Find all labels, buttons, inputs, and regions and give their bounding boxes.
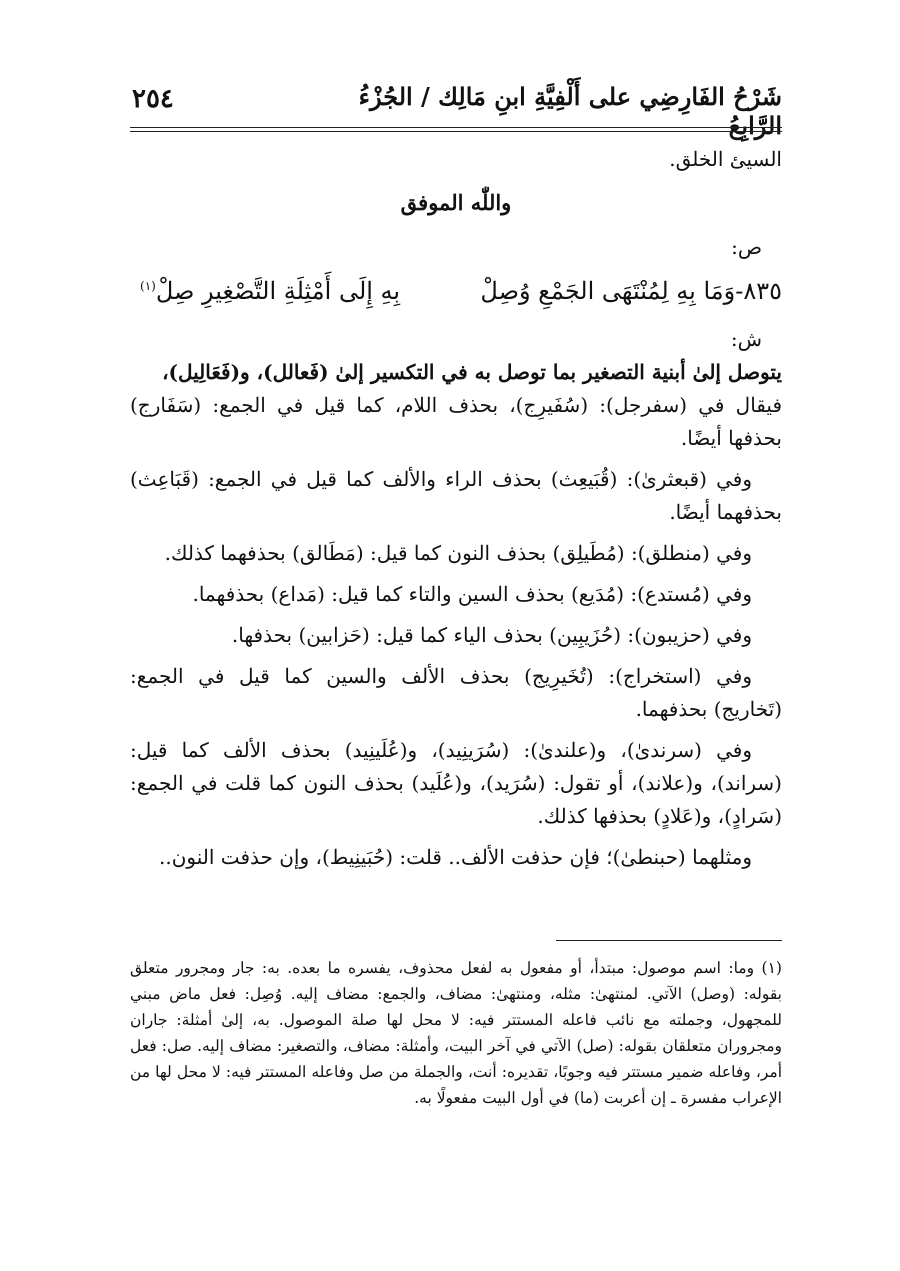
paragraph: وفي (قبعثرىٰ): (قُبَيعِث) بحذف الراء والألف كما قيل في الجمع: (قَبَاعِث) بحذفهما أيضًا. [130, 467, 782, 524]
commentary-label: ش: [730, 327, 762, 351]
verse-line [130, 266, 782, 311]
footnote-text: وما: اسم موصول: مبتدأ، أو مفعول به لفعل محذوف، يفسره ما بعده. به: جار ومجرور متعلق بقوله: (وصل) الآتي. لمنتهىٰ: مثله، ومنتهىٰ: مضاف، والجمع: مضاف إليه. وُصِل: فعل ماض مبني للمجهول، وجملته مع نائب فاعله المستتر فيه: لا محل لها صلة الموصول. به، إلىٰ أمثلة: جاران ومجروران متعلقان بقوله: (صل) الآتي في آخر البيت، وأمثلة: مضاف، والتصغير: مضاف إليه. صل: فعل أمر، وفاعله ضمير مستتر فيه وجوبًا، تقديره: أنت، والجملة من صل وفاعله المستتر فيه: لا محل لها من الإعراب مفسرة ـ إن أعربت (ما) في أول البيت مفعولًا به. [130, 959, 782, 1107]
page-number: ٢٥٤ [132, 84, 174, 114]
verse-footnote-marker: (١) [140, 279, 156, 293]
footnotes [130, 955, 782, 1111]
paragraph: وفي (حزيبون): (حُزَيبِين) بحذف الياء كما قيل: (حَزابين) بحذفها. [231, 623, 752, 647]
running-header-title: شَرْحُ الفَارِضِي على أَلْفِيَّةِ ابنِ مَالِك / الجُزْءُ الرَّابِعُ [358, 82, 782, 140]
verse-first-hemistich [480, 271, 782, 311]
paragraph: وفي (مُستدع): (مُدَيع) بحذف السين والتاء كما قيل: (مَداع) بحذفهما. [192, 582, 752, 606]
paragraph: وفي (استخراج): (تُخَيرِيج) بحذف الألف والسين كما قيل في الجمع: (تَخاريج) بحذفهما. [130, 664, 782, 721]
footnote [130, 955, 782, 1111]
main-text [130, 143, 782, 874]
paragraph: ومثلهما (حبنطىٰ)؛ فإن حذفت الألف.. قلت: (حُبَينِيط)، وإن حذفت النون.. [159, 845, 752, 869]
paragraph: وفي (منطلق): (مُطَيلِق) بحذف النون كما قيل: (مَطَالق) بحذفهما كذلك. [164, 541, 752, 565]
gloss-line: يتوصل إلىٰ أبنية التصغير بما توصل به في التكسير إلىٰ (فَعالل)، و(فَعَالِيل)، [162, 360, 782, 384]
verse-hemistich-2: بِهِ إِلَى أَمْثِلَةِ التَّصْغِيرِ صِلْ [155, 277, 401, 305]
paragraph: فيقال في (سفرجل): (سُفَيرِج)، بحذف اللام، كما قيل في الجمع: (سَفَارج) بحذفها أيضًا. [130, 393, 783, 450]
verse-hemistich-1: وَمَا بِهِ لِمُنْتَهَى الجَمْعِ وُصِلْ [480, 277, 736, 305]
paragraph: وفي (سرندىٰ)، و(علندىٰ): (سُرَينِيد)، و(عُلَينِيد) بحذف الألف كما قيل: (سراند)، و(علاند)، أو تقول: (سُرَيد)، و(عُلَيد) بحذف النون كما قلت في الجمع: (سَرادٍ)، و(عَلادٍ) بحذفها كذلك. [130, 738, 782, 828]
opening-line: السيئ الخلق. [669, 147, 782, 171]
footnote-separator [556, 940, 782, 941]
footnote-marker: (١) [761, 959, 782, 977]
header-rule [130, 127, 782, 132]
verse-label: ص: [731, 235, 762, 259]
closing-phrase: واللّٰه الموفق [400, 190, 512, 215]
verse-second-hemistich [140, 266, 400, 311]
verse-number: ٨٣٥- [735, 277, 782, 305]
